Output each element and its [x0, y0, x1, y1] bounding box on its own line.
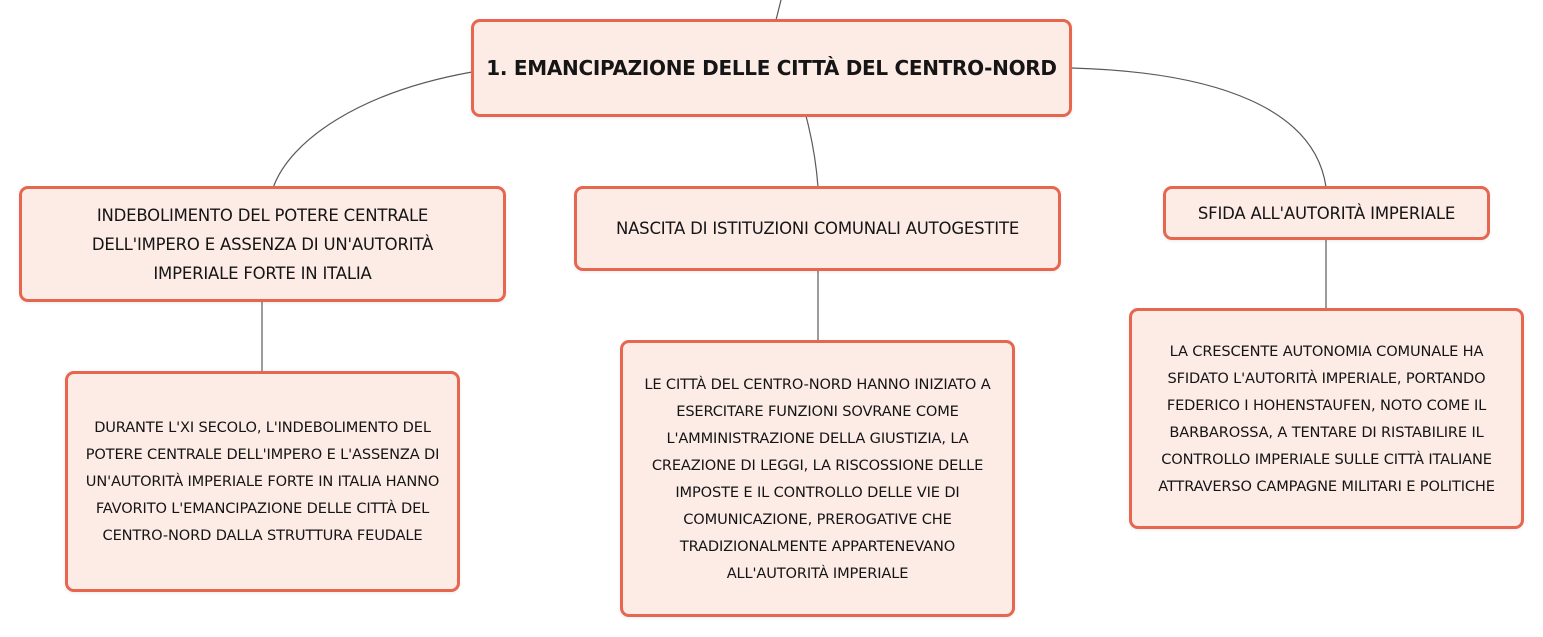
- connector-root-to-branch-3: [1071, 68, 1326, 187]
- connector-parent-to-root: [776, 0, 781, 20]
- detail-topic-imperial-challenge[interactable]: [1129, 308, 1524, 529]
- connector-root-to-branch-1: [273, 72, 472, 188]
- branch-topic-weakening-title: INDEBOLIMENTO DEL POTERE CENTRALE DELL'IMPERO E ASSENZA DI UN'AUTORITÀ IMPERIALE FORTE IN ITALIA: [91, 205, 434, 283]
- root-topic[interactable]: [471, 19, 1072, 117]
- branch-topic-imperial-challenge[interactable]: [1163, 186, 1490, 240]
- detail-topic-communal-institutions-text: LE CITTÀ DEL CENTRO-NORD HANNO INIZIATO A ESERCITARE FUNZIONI SOVRANE COME L'AMMINISTRAZIONE DELLA GIUSTIZIA, LA CREAZIONE DI LEGGI, LA RISCOSSIONE DELLE IMPOSTE E IL CONTROLLO DELLE VIE DI COMUNICAZIONE, PREROGATIVE CHE TRADIZIONALMENTE APPARTENEVANO ALL'AUTORITÀ IMPERIALE: [644, 375, 991, 582]
- detail-topic-imperial-challenge-text: LA CRESCENTE AUTONOMIA COMUNALE HA SFIDATO L'AUTORITÀ IMPERIALE, PORTANDO FEDERICO I HOHENSTAUFEN, NOTO COME IL BARBAROSSA, A TENTARE DI RISTABILIRE IL CONTROLLO IMPERIALE SULLE CITTÀ ITALIANE ATTRAVERSO CAMPAGNE MILITARI E POLITICHE: [1158, 342, 1495, 495]
- detail-topic-weakening-text: DURANTE L'XI SECOLO, L'INDEBOLIMENTO DEL POTERE CENTRALE DELL'IMPERO E L'ASSENZA DI UN'AUTORITÀ IMPERIALE FORTE IN ITALIA HANNO FAVORITO L'EMANCIPAZIONE DELLE CITTÀ DEL CENTRO-NORD DALLA STRUTTURA FEUDALE: [85, 419, 440, 544]
- detail-topic-communal-institutions[interactable]: [620, 340, 1015, 617]
- connector-root-to-branch-2: [806, 116, 818, 187]
- branch-topic-imperial-challenge-title: SFIDA ALL'AUTORITÀ IMPERIALE: [1197, 203, 1456, 223]
- branch-topic-weakening[interactable]: [19, 186, 506, 302]
- detail-topic-weakening[interactable]: [65, 371, 460, 592]
- branch-topic-communal-institutions[interactable]: [574, 186, 1061, 271]
- root-topic-title: 1. EMANCIPAZIONE DELLE CITTÀ DEL CENTRO-NORD: [486, 56, 1057, 80]
- branch-topic-communal-institutions-title: NASCITA DI ISTITUZIONI COMUNALI AUTOGESTITE: [615, 219, 1020, 238]
